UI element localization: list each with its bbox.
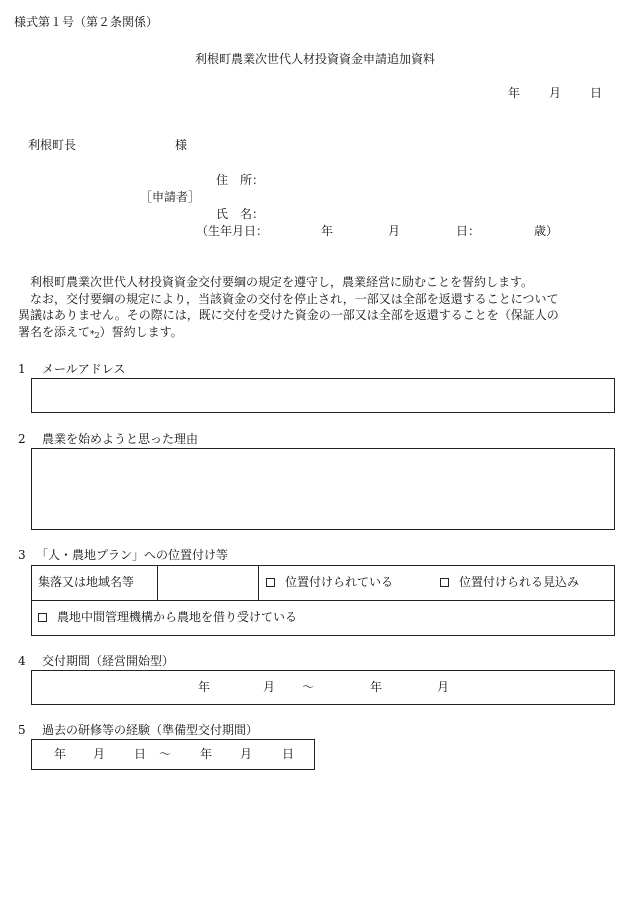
option-positioned-label: 位置付けられている [285, 575, 394, 589]
pledge-paragraph-2-line-2: 異議はありません。その際には，既に交付を受けた資金の一部又は全部を返還することを（保証人の [18, 308, 559, 322]
birth-month-label: 月 [388, 224, 401, 238]
section-1-number: 1 [18, 362, 26, 376]
training-to-month: 月 [240, 747, 253, 761]
checkbox-icon[interactable] [440, 578, 449, 587]
pledge-paragraph-2-line-1: なお，交付要綱の規定により，当該資金の交付を停止され，一部又は全部を返還することについて [30, 291, 559, 306]
training-to-day: 日 [282, 747, 295, 761]
pledge-paragraph-2-line-3b: ）誓約します。 [99, 324, 183, 339]
grant-to-month: 月 [437, 680, 450, 694]
training-from-month: 月 [93, 747, 106, 761]
birth-year-label: 年 [321, 224, 334, 238]
reason-input-box[interactable] [31, 448, 615, 530]
training-period-input-box[interactable] [31, 739, 315, 770]
pledge-paragraph-2-line-3a: 署名を添えて [18, 324, 91, 339]
section-5-title: 過去の研修等の経験（準備型交付期間） [42, 723, 259, 737]
document-title: 利根町農業次世代人材投資資金申請追加資料 [194, 52, 435, 66]
option-expected[interactable] [440, 575, 579, 590]
birth-date-label: （生年月日： [196, 224, 269, 238]
addressee-honorific: 様 [175, 138, 188, 152]
area-name-input[interactable] [158, 566, 257, 600]
option-farmland-lease-label: 農地中間管理機構から農地を借り受けている [57, 610, 298, 624]
section-4-number: 4 [18, 654, 26, 668]
address-label: 住 所： [216, 173, 265, 187]
table-row-divider [31, 600, 615, 601]
section-3-title: 「人・農地プラン」への位置付け等 [36, 548, 229, 562]
birth-day-label: 日： [456, 224, 481, 238]
applicant-group-label: ［申請者］ [140, 190, 201, 204]
grant-from-month: 月 [263, 680, 276, 694]
training-tilde: ～ [159, 747, 172, 761]
addressee-name: 利根町長 [28, 138, 77, 152]
option-expected-label: 位置付けられる見込み [459, 575, 580, 589]
option-positioned[interactable] [266, 575, 393, 590]
section-4-title: 交付期間（経営開始型） [42, 654, 175, 668]
age-label: 歳） [534, 224, 559, 238]
section-5-number: 5 [18, 723, 26, 737]
section-3-number: 3 [18, 548, 26, 562]
checkbox-icon[interactable] [266, 578, 275, 587]
checkbox-icon[interactable] [38, 613, 47, 622]
name-label: 氏 名： [216, 207, 265, 221]
grant-period-input-box[interactable] [31, 670, 615, 705]
training-to-year: 年 [200, 747, 213, 761]
form-number: 様式第１号（第２条関係） [14, 15, 159, 29]
area-name-label: 集落又は地域名等 [38, 575, 135, 589]
grant-from-year: 年 [198, 680, 211, 694]
training-from-year: 年 [54, 747, 67, 761]
asterisk-mark: * [90, 329, 95, 340]
grant-to-year: 年 [370, 680, 383, 694]
pledge-text [18, 274, 616, 344]
option-farmland-lease[interactable] [38, 610, 297, 625]
date-month-label: 月 [549, 86, 562, 100]
grant-tilde: ～ [302, 680, 315, 694]
training-from-day: 日 [134, 747, 147, 761]
footnote-subscript: 2 [94, 330, 100, 340]
date-year-label: 年 [508, 86, 521, 100]
email-input-box[interactable] [31, 378, 615, 413]
section-2-title: 農業を始めようと思った理由 [42, 432, 199, 446]
section-1-title: メールアドレス [42, 362, 126, 376]
table-column-divider-2 [258, 565, 259, 601]
pledge-paragraph-1: 利根町農業次世代人材投資資金交付要綱の規定を遵守し，農業経営に励むことを誓約します。 [30, 275, 534, 289]
date-day-label: 日 [590, 86, 603, 100]
section-2-number: 2 [18, 432, 26, 446]
